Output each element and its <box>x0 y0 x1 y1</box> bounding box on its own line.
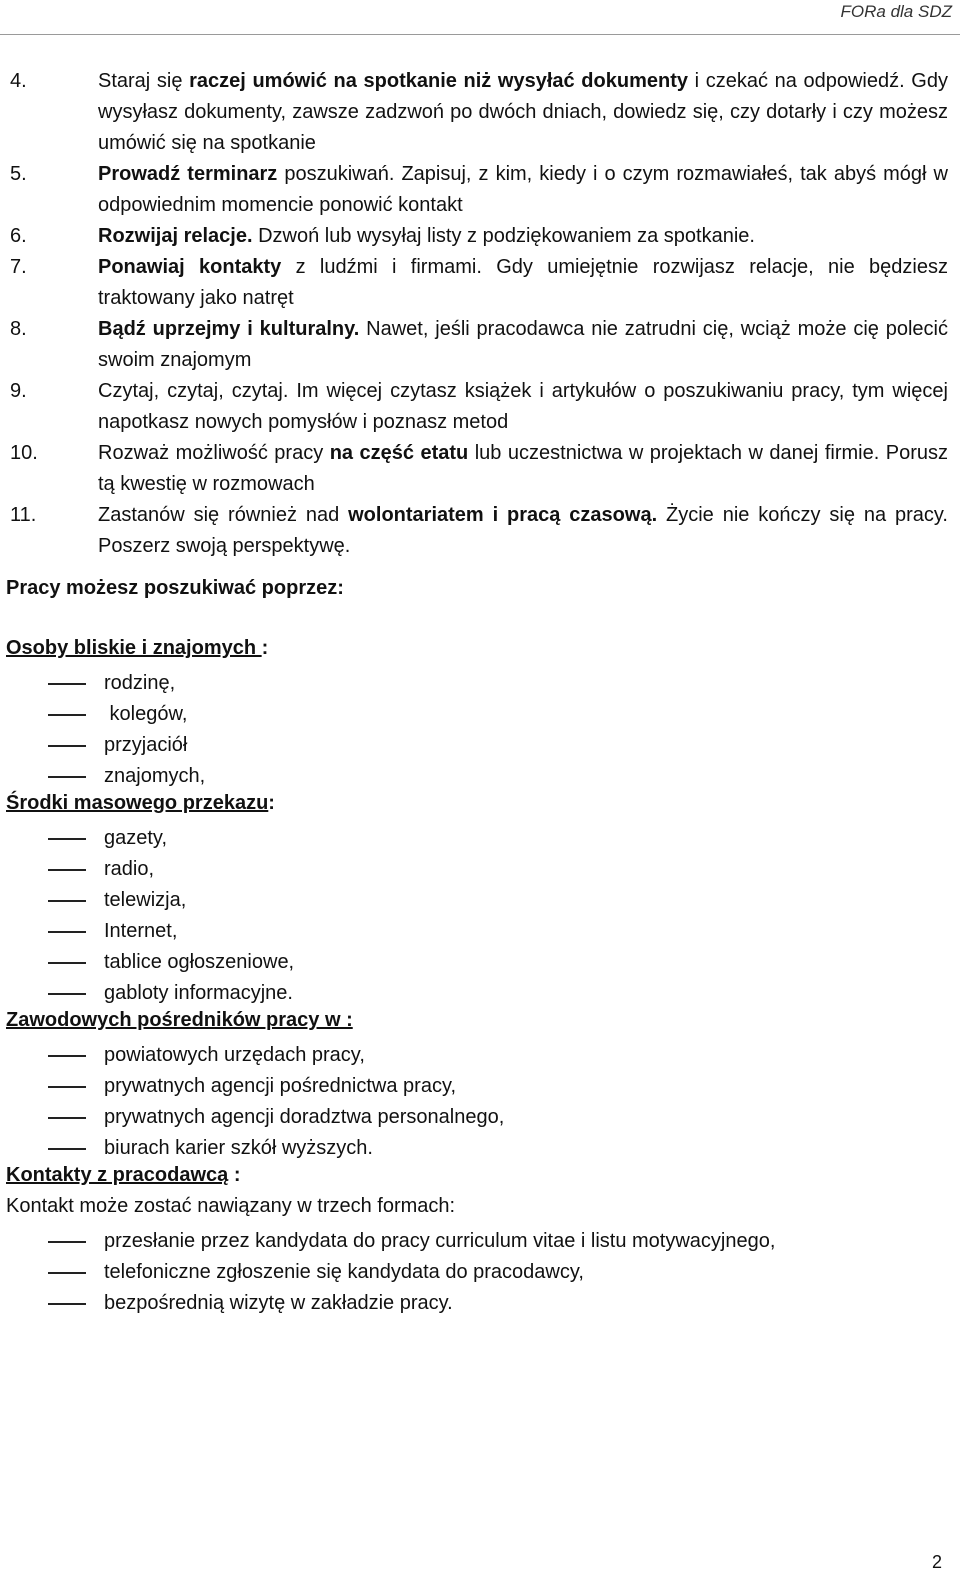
list-item <box>48 730 205 761</box>
list-item <box>48 916 294 947</box>
tip-number: 7. <box>10 256 27 278</box>
list-item-text: prywatnych agencji doradztwa personalnego, <box>104 1106 505 1128</box>
dash-bullet-icon <box>48 1086 86 1088</box>
header-title: FORa dla SDZ <box>840 2 952 21</box>
tip-item <box>10 66 948 159</box>
dash-bullet-icon <box>48 838 86 840</box>
tip-item <box>10 221 948 252</box>
tip-emphasis: Rozwijaj relacje. <box>98 225 253 247</box>
employer-list <box>48 1226 775 1319</box>
section-heading-text: Środki masowego przekazu <box>6 792 269 814</box>
list-item <box>48 1257 775 1288</box>
section-heading-colon: : <box>268 792 275 814</box>
tip-number: 9. <box>10 380 27 402</box>
tip-item <box>10 252 948 314</box>
tip-number: 11. <box>10 504 37 526</box>
tip-fragment: poszukiwań. Zapisuj, z kim, kiedy i o czym rozmawiałeś, tak abyś mógł w odpowiednim momencie ponowić kontakt <box>98 163 948 216</box>
tip-text <box>98 221 948 252</box>
dash-bullet-icon <box>48 993 86 995</box>
tip-fragment: Dzwoń lub wysyłaj listy z podziękowaniem za spotkanie. <box>252 225 755 247</box>
dash-bullet-icon <box>48 1241 86 1243</box>
dash-bullet-icon <box>48 869 86 871</box>
section-heading-friends <box>6 637 268 660</box>
tip-text <box>98 159 948 221</box>
tip-fragment: Staraj się <box>98 70 190 92</box>
tip-item <box>10 314 948 376</box>
dash-bullet-icon <box>48 714 86 716</box>
list-item-text: kolegów, <box>104 703 188 725</box>
dash-bullet-icon <box>48 776 86 778</box>
tip-fragment: Nawet, jeśli pracodawca nie zatrudni cię, wciąż może cię polecić swoim znajomym <box>98 318 948 371</box>
header-rule <box>0 34 960 35</box>
tip-emphasis: Ponawiaj kontakty <box>98 256 282 278</box>
tip-number: 5. <box>10 163 27 185</box>
list-item-text: gabloty informacyjne. <box>104 982 293 1004</box>
dash-bullet-icon <box>48 1055 86 1057</box>
list-item-text: telewizja, <box>104 889 187 911</box>
list-item-text: bezpośrednią wizytę w zakładzie pracy. <box>104 1292 453 1314</box>
list-item-text: powiatowych urzędach pracy, <box>104 1044 365 1066</box>
tip-text <box>98 500 948 562</box>
agencies-list <box>48 1040 504 1164</box>
tip-text <box>98 66 948 159</box>
list-item <box>48 1133 504 1164</box>
list-item <box>48 1288 775 1319</box>
dash-bullet-icon <box>48 1148 86 1150</box>
list-item-text: radio, <box>104 858 155 880</box>
employer-intro: Kontakt może zostać nawiązany w trzech formach: <box>6 1195 456 1217</box>
list-item <box>48 854 294 885</box>
tip-fragment: z ludźmi i firmami. Gdy umiejętnie rozwijasz relacje, nie będziesz traktowany jako natręt <box>98 256 948 309</box>
page-number: 2 <box>931 1552 942 1572</box>
page-header <box>0 0 960 46</box>
tip-item <box>10 438 948 500</box>
tip-item <box>10 500 948 562</box>
tip-emphasis: Prowadź terminarz <box>98 163 278 185</box>
dash-bullet-icon <box>48 931 86 933</box>
tip-text <box>98 314 948 376</box>
tip-fragment: Życie nie kończy się na pracy. Poszerz swoją perspektywę. <box>98 504 948 557</box>
list-item <box>48 1226 775 1257</box>
tip-fragment: lub uczestnictwa w projektach w danej firmie. Porusz tą kwestię w rozmowach <box>98 442 949 495</box>
list-item-text: tablice ogłoszeniowe, <box>104 951 295 973</box>
section-heading-text: Zawodowych pośredników pracy w : <box>6 1009 353 1031</box>
dash-bullet-icon <box>48 900 86 902</box>
list-item <box>48 761 205 792</box>
tip-item <box>10 376 948 438</box>
intro-heading: Pracy możesz poszukiwać poprzez: <box>6 577 344 599</box>
section-heading-media <box>6 792 275 815</box>
tip-number: 8. <box>10 318 27 340</box>
list-item <box>48 699 205 730</box>
list-item <box>48 823 294 854</box>
tip-number: 10. <box>10 442 38 464</box>
list-item <box>48 885 294 916</box>
tips-list <box>10 66 948 562</box>
list-item-text: gazety, <box>104 827 167 849</box>
tip-emphasis: wolontariatem i pracą czasową. <box>348 504 658 526</box>
list-item <box>48 668 205 699</box>
section-heading-text: Osoby bliskie i znajomych <box>6 637 262 659</box>
section-heading-employer <box>6 1164 241 1187</box>
section-heading-text: Kontakty z pracodawcą <box>6 1164 229 1186</box>
dash-bullet-icon <box>48 1272 86 1274</box>
list-item <box>48 1040 504 1071</box>
tip-fragment: i czekać na odpowiedź. Gdy wysyłasz dokumenty, zawsze zadzwoń po dwóch dniach, dowiedz się, czy dotarły i czy możesz umówić się na spotkanie <box>98 70 948 154</box>
list-item <box>48 947 294 978</box>
dash-bullet-icon <box>48 745 86 747</box>
tip-emphasis: Bądź uprzejmy i kulturalny. <box>98 318 360 340</box>
tip-emphasis: raczej umówić na spotkanie niż wysyłać dokumenty <box>189 70 688 92</box>
dash-bullet-icon <box>48 962 86 964</box>
dash-bullet-icon <box>48 1303 86 1305</box>
tip-fragment: Rozważ możliwość pracy <box>98 442 330 464</box>
list-item-text: Internet, <box>104 920 178 942</box>
friends-list <box>48 668 205 792</box>
section-heading-agencies <box>6 1009 353 1032</box>
list-item <box>48 978 294 1009</box>
list-item-text: telefoniczne zgłoszenie się kandydata do pracodawcy, <box>104 1261 584 1283</box>
list-item-text: biurach karier szkół wyższych. <box>104 1137 373 1159</box>
list-item-text: przyjaciół <box>104 734 188 756</box>
list-item-text: rodzinę, <box>104 672 176 694</box>
section-heading-colon: : <box>261 637 269 659</box>
media-list <box>48 823 294 1009</box>
list-item-text: znajomych, <box>104 765 206 787</box>
tip-item <box>10 159 948 221</box>
tip-emphasis: na część etatu <box>329 442 469 464</box>
tip-number: 4. <box>10 70 27 92</box>
tip-fragment: Zastanów się również nad <box>98 504 349 526</box>
dash-bullet-icon <box>48 683 86 685</box>
tip-number: 6. <box>10 225 27 247</box>
tip-text <box>98 438 948 500</box>
list-item-text: przesłanie przez kandydata do pracy curriculum vitae i listu motywacyjnego, <box>104 1230 776 1252</box>
list-item <box>48 1102 504 1133</box>
tip-fragment: Czytaj, czytaj, czytaj. Im więcej czytasz książek i artykułów o poszukiwaniu pracy, tym więcej napotkasz nowych pomysłów i poznasz metod <box>98 380 948 433</box>
list-item-text: prywatnych agencji pośrednictwa pracy, <box>104 1075 457 1097</box>
dash-bullet-icon <box>48 1117 86 1119</box>
tip-text <box>98 252 948 314</box>
tip-text <box>98 376 948 438</box>
section-heading-colon: : <box>228 1164 241 1186</box>
list-item <box>48 1071 504 1102</box>
